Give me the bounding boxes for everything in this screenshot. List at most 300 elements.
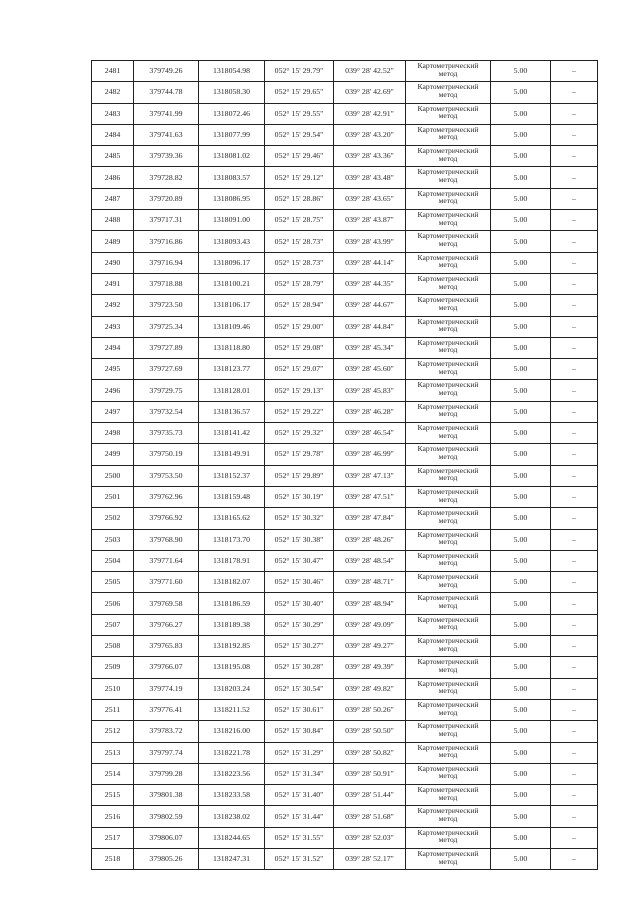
point-number-cell: 2487 bbox=[92, 188, 134, 209]
table-row bbox=[92, 486, 598, 507]
point-number-cell: 2495 bbox=[92, 359, 134, 380]
accuracy-cell: 5.00 bbox=[491, 295, 551, 316]
note-cell: – bbox=[551, 848, 598, 869]
y-coordinate-cell: 1318247.31 bbox=[199, 848, 265, 869]
table-row bbox=[92, 593, 598, 614]
note-cell: – bbox=[551, 678, 598, 699]
point-number-cell: 2492 bbox=[92, 295, 134, 316]
note-cell: – bbox=[551, 529, 598, 550]
method-cell: Картометрический метод bbox=[406, 614, 491, 635]
x-coordinate-cell: 379717.31 bbox=[134, 210, 199, 231]
latitude-cell: 052° 15' 29.22" bbox=[265, 401, 334, 422]
x-coordinate-cell: 379753.50 bbox=[134, 465, 199, 486]
method-cell: Картометрический метод bbox=[406, 146, 491, 167]
note-cell: – bbox=[551, 82, 598, 103]
method-cell: Картометрический метод bbox=[406, 337, 491, 358]
method-cell: Картометрический метод bbox=[406, 316, 491, 337]
y-coordinate-cell: 1318077.99 bbox=[199, 124, 265, 145]
method-cell: Картометрический метод bbox=[406, 401, 491, 422]
x-coordinate-cell: 379765.83 bbox=[134, 636, 199, 657]
x-coordinate-cell: 379741.99 bbox=[134, 103, 199, 124]
y-coordinate-cell: 1318244.65 bbox=[199, 827, 265, 848]
longitude-cell: 039° 28' 49.09" bbox=[334, 614, 406, 635]
y-coordinate-cell: 1318141.42 bbox=[199, 423, 265, 444]
y-coordinate-cell: 1318109.46 bbox=[199, 316, 265, 337]
point-number-cell: 2499 bbox=[92, 444, 134, 465]
method-cell: Картометрический метод bbox=[406, 359, 491, 380]
table-row bbox=[92, 572, 598, 593]
note-cell: – bbox=[551, 763, 598, 784]
x-coordinate-cell: 379766.07 bbox=[134, 657, 199, 678]
table-row bbox=[92, 550, 598, 571]
table-row bbox=[92, 146, 598, 167]
y-coordinate-cell: 1318203.24 bbox=[199, 678, 265, 699]
y-coordinate-cell: 1318118.80 bbox=[199, 337, 265, 358]
note-cell: – bbox=[551, 103, 598, 124]
latitude-cell: 052° 15' 29.89" bbox=[265, 465, 334, 486]
longitude-cell: 039° 28' 49.82" bbox=[334, 678, 406, 699]
method-cell: Картометрический метод bbox=[406, 380, 491, 401]
longitude-cell: 039° 28' 46.54" bbox=[334, 423, 406, 444]
y-coordinate-cell: 1318091.00 bbox=[199, 210, 265, 231]
latitude-cell: 052° 15' 28.75" bbox=[265, 210, 334, 231]
latitude-cell: 052° 15' 30.32" bbox=[265, 508, 334, 529]
x-coordinate-cell: 379766.92 bbox=[134, 508, 199, 529]
latitude-cell: 052° 15' 31.44" bbox=[265, 806, 334, 827]
latitude-cell: 052° 15' 30.84" bbox=[265, 721, 334, 742]
latitude-cell: 052° 15' 29.08" bbox=[265, 337, 334, 358]
note-cell: – bbox=[551, 188, 598, 209]
longitude-cell: 039° 28' 50.50" bbox=[334, 721, 406, 742]
method-cell: Картометрический метод bbox=[406, 678, 491, 699]
longitude-cell: 039° 28' 45.83" bbox=[334, 380, 406, 401]
accuracy-cell: 5.00 bbox=[491, 486, 551, 507]
x-coordinate-cell: 379729.75 bbox=[134, 380, 199, 401]
longitude-cell: 039° 28' 46.28" bbox=[334, 401, 406, 422]
accuracy-cell: 5.00 bbox=[491, 359, 551, 380]
y-coordinate-cell: 1318165.62 bbox=[199, 508, 265, 529]
method-cell: Картометрический метод bbox=[406, 231, 491, 252]
method-cell: Картометрический метод bbox=[406, 721, 491, 742]
note-cell: – bbox=[551, 806, 598, 827]
point-number-cell: 2516 bbox=[92, 806, 134, 827]
x-coordinate-cell: 379720.89 bbox=[134, 188, 199, 209]
longitude-cell: 039° 28' 44.67" bbox=[334, 295, 406, 316]
latitude-cell: 052° 15' 29.13" bbox=[265, 380, 334, 401]
latitude-cell: 052° 15' 30.54" bbox=[265, 678, 334, 699]
table-row bbox=[92, 61, 598, 82]
note-cell: – bbox=[551, 550, 598, 571]
accuracy-cell: 5.00 bbox=[491, 188, 551, 209]
method-cell: Картометрический метод bbox=[406, 486, 491, 507]
method-cell: Картометрический метод bbox=[406, 103, 491, 124]
x-coordinate-cell: 379735.73 bbox=[134, 423, 199, 444]
accuracy-cell: 5.00 bbox=[491, 61, 551, 82]
table-row bbox=[92, 188, 598, 209]
note-cell: – bbox=[551, 444, 598, 465]
method-cell: Картометрический метод bbox=[406, 444, 491, 465]
accuracy-cell: 5.00 bbox=[491, 550, 551, 571]
longitude-cell: 039° 28' 43.20" bbox=[334, 124, 406, 145]
longitude-cell: 039° 28' 48.71" bbox=[334, 572, 406, 593]
note-cell: – bbox=[551, 231, 598, 252]
accuracy-cell: 5.00 bbox=[491, 763, 551, 784]
point-number-cell: 2507 bbox=[92, 614, 134, 635]
longitude-cell: 039° 28' 47.51" bbox=[334, 486, 406, 507]
note-cell: – bbox=[551, 827, 598, 848]
note-cell: – bbox=[551, 167, 598, 188]
point-number-cell: 2486 bbox=[92, 167, 134, 188]
y-coordinate-cell: 1318058.30 bbox=[199, 82, 265, 103]
longitude-cell: 039° 28' 43.48" bbox=[334, 167, 406, 188]
y-coordinate-cell: 1318149.91 bbox=[199, 444, 265, 465]
note-cell: – bbox=[551, 210, 598, 231]
latitude-cell: 052° 15' 29.12" bbox=[265, 167, 334, 188]
note-cell: – bbox=[551, 614, 598, 635]
accuracy-cell: 5.00 bbox=[491, 146, 551, 167]
y-coordinate-cell: 1318128.01 bbox=[199, 380, 265, 401]
table-row bbox=[92, 444, 598, 465]
y-coordinate-cell: 1318083.57 bbox=[199, 167, 265, 188]
y-coordinate-cell: 1318221.78 bbox=[199, 742, 265, 763]
table-row bbox=[92, 785, 598, 806]
accuracy-cell: 5.00 bbox=[491, 273, 551, 294]
method-cell: Картометрический метод bbox=[406, 508, 491, 529]
y-coordinate-cell: 1318093.43 bbox=[199, 231, 265, 252]
point-number-cell: 2504 bbox=[92, 550, 134, 571]
y-coordinate-cell: 1318178.91 bbox=[199, 550, 265, 571]
y-coordinate-cell: 1318195.08 bbox=[199, 657, 265, 678]
coordinates-table bbox=[91, 60, 598, 870]
y-coordinate-cell: 1318238.02 bbox=[199, 806, 265, 827]
latitude-cell: 052° 15' 31.40" bbox=[265, 785, 334, 806]
longitude-cell: 039° 28' 50.26" bbox=[334, 699, 406, 720]
method-cell: Картометрический метод bbox=[406, 188, 491, 209]
note-cell: – bbox=[551, 252, 598, 273]
accuracy-cell: 5.00 bbox=[491, 465, 551, 486]
method-cell: Картометрический метод bbox=[406, 167, 491, 188]
point-number-cell: 2493 bbox=[92, 316, 134, 337]
accuracy-cell: 5.00 bbox=[491, 337, 551, 358]
method-cell: Картометрический метод bbox=[406, 657, 491, 678]
accuracy-cell: 5.00 bbox=[491, 252, 551, 273]
point-number-cell: 2508 bbox=[92, 636, 134, 657]
note-cell: – bbox=[551, 742, 598, 763]
latitude-cell: 052° 15' 28.73" bbox=[265, 231, 334, 252]
method-cell: Картометрический метод bbox=[406, 465, 491, 486]
note-cell: – bbox=[551, 359, 598, 380]
table-row bbox=[92, 82, 598, 103]
point-number-cell: 2496 bbox=[92, 380, 134, 401]
accuracy-cell: 5.00 bbox=[491, 82, 551, 103]
longitude-cell: 039° 28' 42.52" bbox=[334, 61, 406, 82]
x-coordinate-cell: 379771.64 bbox=[134, 550, 199, 571]
note-cell: – bbox=[551, 337, 598, 358]
longitude-cell: 039° 28' 48.54" bbox=[334, 550, 406, 571]
method-cell: Картометрический метод bbox=[406, 742, 491, 763]
latitude-cell: 052° 15' 28.79" bbox=[265, 273, 334, 294]
point-number-cell: 2518 bbox=[92, 848, 134, 869]
y-coordinate-cell: 1318152.37 bbox=[199, 465, 265, 486]
accuracy-cell: 5.00 bbox=[491, 167, 551, 188]
y-coordinate-cell: 1318189.38 bbox=[199, 614, 265, 635]
method-cell: Картометрический метод bbox=[406, 124, 491, 145]
method-cell: Картометрический метод bbox=[406, 295, 491, 316]
point-number-cell: 2501 bbox=[92, 486, 134, 507]
point-number-cell: 2517 bbox=[92, 827, 134, 848]
x-coordinate-cell: 379749.26 bbox=[134, 61, 199, 82]
table-row bbox=[92, 380, 598, 401]
accuracy-cell: 5.00 bbox=[491, 423, 551, 444]
point-number-cell: 2500 bbox=[92, 465, 134, 486]
method-cell: Картометрический метод bbox=[406, 550, 491, 571]
point-number-cell: 2497 bbox=[92, 401, 134, 422]
table-row bbox=[92, 316, 598, 337]
point-number-cell: 2488 bbox=[92, 210, 134, 231]
x-coordinate-cell: 379727.69 bbox=[134, 359, 199, 380]
accuracy-cell: 5.00 bbox=[491, 103, 551, 124]
latitude-cell: 052° 15' 29.65" bbox=[265, 82, 334, 103]
accuracy-cell: 5.00 bbox=[491, 827, 551, 848]
table-row bbox=[92, 699, 598, 720]
longitude-cell: 039° 28' 44.84" bbox=[334, 316, 406, 337]
latitude-cell: 052° 15' 29.32" bbox=[265, 423, 334, 444]
method-cell: Картометрический метод bbox=[406, 572, 491, 593]
x-coordinate-cell: 379732.54 bbox=[134, 401, 199, 422]
table-row bbox=[92, 508, 598, 529]
y-coordinate-cell: 1318223.56 bbox=[199, 763, 265, 784]
longitude-cell: 039° 28' 43.87" bbox=[334, 210, 406, 231]
accuracy-cell: 5.00 bbox=[491, 401, 551, 422]
accuracy-cell: 5.00 bbox=[491, 380, 551, 401]
longitude-cell: 039° 28' 51.44" bbox=[334, 785, 406, 806]
latitude-cell: 052° 15' 29.78" bbox=[265, 444, 334, 465]
table-row bbox=[92, 848, 598, 869]
y-coordinate-cell: 1318054.98 bbox=[199, 61, 265, 82]
table-row bbox=[92, 763, 598, 784]
accuracy-cell: 5.00 bbox=[491, 806, 551, 827]
y-coordinate-cell: 1318081.02 bbox=[199, 146, 265, 167]
accuracy-cell: 5.00 bbox=[491, 572, 551, 593]
latitude-cell: 052° 15' 30.27" bbox=[265, 636, 334, 657]
table-row bbox=[92, 252, 598, 273]
longitude-cell: 039° 28' 49.39" bbox=[334, 657, 406, 678]
accuracy-cell: 5.00 bbox=[491, 742, 551, 763]
table-row bbox=[92, 231, 598, 252]
point-number-cell: 2515 bbox=[92, 785, 134, 806]
latitude-cell: 052° 15' 30.40" bbox=[265, 593, 334, 614]
longitude-cell: 039° 28' 42.69" bbox=[334, 82, 406, 103]
accuracy-cell: 5.00 bbox=[491, 678, 551, 699]
point-number-cell: 2485 bbox=[92, 146, 134, 167]
table-row bbox=[92, 103, 598, 124]
note-cell: – bbox=[551, 465, 598, 486]
note-cell: – bbox=[551, 61, 598, 82]
method-cell: Картометрический метод bbox=[406, 273, 491, 294]
longitude-cell: 039° 28' 43.99" bbox=[334, 231, 406, 252]
accuracy-cell: 5.00 bbox=[491, 593, 551, 614]
latitude-cell: 052° 15' 30.19" bbox=[265, 486, 334, 507]
y-coordinate-cell: 1318182.07 bbox=[199, 572, 265, 593]
x-coordinate-cell: 379718.88 bbox=[134, 273, 199, 294]
x-coordinate-cell: 379739.36 bbox=[134, 146, 199, 167]
table-row bbox=[92, 614, 598, 635]
longitude-cell: 039° 28' 42.91" bbox=[334, 103, 406, 124]
longitude-cell: 039° 28' 50.82" bbox=[334, 742, 406, 763]
x-coordinate-cell: 379797.74 bbox=[134, 742, 199, 763]
longitude-cell: 039° 28' 49.27" bbox=[334, 636, 406, 657]
y-coordinate-cell: 1318100.21 bbox=[199, 273, 265, 294]
note-cell: – bbox=[551, 146, 598, 167]
y-coordinate-cell: 1318186.59 bbox=[199, 593, 265, 614]
latitude-cell: 052° 15' 28.94" bbox=[265, 295, 334, 316]
point-number-cell: 2483 bbox=[92, 103, 134, 124]
x-coordinate-cell: 379766.27 bbox=[134, 614, 199, 635]
longitude-cell: 039° 28' 52.03" bbox=[334, 827, 406, 848]
note-cell: – bbox=[551, 699, 598, 720]
y-coordinate-cell: 1318136.57 bbox=[199, 401, 265, 422]
x-coordinate-cell: 379762.96 bbox=[134, 486, 199, 507]
point-number-cell: 2509 bbox=[92, 657, 134, 678]
note-cell: – bbox=[551, 316, 598, 337]
table-row bbox=[92, 359, 598, 380]
accuracy-cell: 5.00 bbox=[491, 124, 551, 145]
longitude-cell: 039° 28' 51.68" bbox=[334, 806, 406, 827]
table-row bbox=[92, 742, 598, 763]
method-cell: Картометрический метод bbox=[406, 252, 491, 273]
longitude-cell: 039° 28' 45.34" bbox=[334, 337, 406, 358]
table-row bbox=[92, 401, 598, 422]
point-number-cell: 2482 bbox=[92, 82, 134, 103]
longitude-cell: 039° 28' 50.91" bbox=[334, 763, 406, 784]
latitude-cell: 052° 15' 31.34" bbox=[265, 763, 334, 784]
point-number-cell: 2491 bbox=[92, 273, 134, 294]
y-coordinate-cell: 1318216.00 bbox=[199, 721, 265, 742]
x-coordinate-cell: 379769.58 bbox=[134, 593, 199, 614]
accuracy-cell: 5.00 bbox=[491, 529, 551, 550]
y-coordinate-cell: 1318072.46 bbox=[199, 103, 265, 124]
x-coordinate-cell: 379776.41 bbox=[134, 699, 199, 720]
x-coordinate-cell: 379774.19 bbox=[134, 678, 199, 699]
x-coordinate-cell: 379750.19 bbox=[134, 444, 199, 465]
table-row bbox=[92, 273, 598, 294]
x-coordinate-cell: 379768.90 bbox=[134, 529, 199, 550]
method-cell: Картометрический метод bbox=[406, 529, 491, 550]
y-coordinate-cell: 1318123.77 bbox=[199, 359, 265, 380]
x-coordinate-cell: 379799.28 bbox=[134, 763, 199, 784]
note-cell: – bbox=[551, 423, 598, 444]
y-coordinate-cell: 1318192.85 bbox=[199, 636, 265, 657]
longitude-cell: 039° 28' 43.36" bbox=[334, 146, 406, 167]
note-cell: – bbox=[551, 508, 598, 529]
latitude-cell: 052° 15' 30.28" bbox=[265, 657, 334, 678]
latitude-cell: 052° 15' 29.79" bbox=[265, 61, 334, 82]
longitude-cell: 039° 28' 45.60" bbox=[334, 359, 406, 380]
table-row bbox=[92, 636, 598, 657]
note-cell: – bbox=[551, 124, 598, 145]
note-cell: – bbox=[551, 636, 598, 657]
accuracy-cell: 5.00 bbox=[491, 614, 551, 635]
y-coordinate-cell: 1318211.52 bbox=[199, 699, 265, 720]
method-cell: Картометрический метод bbox=[406, 636, 491, 657]
note-cell: – bbox=[551, 572, 598, 593]
method-cell: Картометрический метод bbox=[406, 848, 491, 869]
accuracy-cell: 5.00 bbox=[491, 231, 551, 252]
x-coordinate-cell: 379744.78 bbox=[134, 82, 199, 103]
accuracy-cell: 5.00 bbox=[491, 210, 551, 231]
point-number-cell: 2498 bbox=[92, 423, 134, 444]
note-cell: – bbox=[551, 657, 598, 678]
point-number-cell: 2514 bbox=[92, 763, 134, 784]
accuracy-cell: 5.00 bbox=[491, 508, 551, 529]
coordinates-table-body bbox=[92, 61, 598, 870]
table-row bbox=[92, 337, 598, 358]
longitude-cell: 039° 28' 46.99" bbox=[334, 444, 406, 465]
x-coordinate-cell: 379716.86 bbox=[134, 231, 199, 252]
longitude-cell: 039° 28' 47.13" bbox=[334, 465, 406, 486]
method-cell: Картометрический метод bbox=[406, 699, 491, 720]
longitude-cell: 039° 28' 44.35" bbox=[334, 273, 406, 294]
method-cell: Картометрический метод bbox=[406, 827, 491, 848]
x-coordinate-cell: 379716.94 bbox=[134, 252, 199, 273]
table-row bbox=[92, 465, 598, 486]
longitude-cell: 039° 28' 44.14" bbox=[334, 252, 406, 273]
x-coordinate-cell: 379771.60 bbox=[134, 572, 199, 593]
latitude-cell: 052° 15' 30.46" bbox=[265, 572, 334, 593]
accuracy-cell: 5.00 bbox=[491, 444, 551, 465]
table-row bbox=[92, 827, 598, 848]
x-coordinate-cell: 379805.26 bbox=[134, 848, 199, 869]
point-number-cell: 2490 bbox=[92, 252, 134, 273]
point-number-cell: 2481 bbox=[92, 61, 134, 82]
table-row bbox=[92, 721, 598, 742]
longitude-cell: 039° 28' 43.65" bbox=[334, 188, 406, 209]
point-number-cell: 2505 bbox=[92, 572, 134, 593]
latitude-cell: 052° 15' 30.38" bbox=[265, 529, 334, 550]
y-coordinate-cell: 1318159.48 bbox=[199, 486, 265, 507]
accuracy-cell: 5.00 bbox=[491, 721, 551, 742]
y-coordinate-cell: 1318173.70 bbox=[199, 529, 265, 550]
latitude-cell: 052° 15' 29.55" bbox=[265, 103, 334, 124]
table-row bbox=[92, 124, 598, 145]
latitude-cell: 052° 15' 29.00" bbox=[265, 316, 334, 337]
latitude-cell: 052° 15' 31.29" bbox=[265, 742, 334, 763]
y-coordinate-cell: 1318096.17 bbox=[199, 252, 265, 273]
table-row bbox=[92, 295, 598, 316]
point-number-cell: 2513 bbox=[92, 742, 134, 763]
point-number-cell: 2510 bbox=[92, 678, 134, 699]
x-coordinate-cell: 379801.38 bbox=[134, 785, 199, 806]
table-row bbox=[92, 167, 598, 188]
point-number-cell: 2511 bbox=[92, 699, 134, 720]
table-row bbox=[92, 678, 598, 699]
accuracy-cell: 5.00 bbox=[491, 848, 551, 869]
longitude-cell: 039° 28' 48.94" bbox=[334, 593, 406, 614]
accuracy-cell: 5.00 bbox=[491, 316, 551, 337]
latitude-cell: 052° 15' 29.54" bbox=[265, 124, 334, 145]
method-cell: Картометрический метод bbox=[406, 593, 491, 614]
note-cell: – bbox=[551, 273, 598, 294]
y-coordinate-cell: 1318233.58 bbox=[199, 785, 265, 806]
x-coordinate-cell: 379806.07 bbox=[134, 827, 199, 848]
longitude-cell: 039° 28' 52.17" bbox=[334, 848, 406, 869]
latitude-cell: 052° 15' 31.55" bbox=[265, 827, 334, 848]
point-number-cell: 2503 bbox=[92, 529, 134, 550]
y-coordinate-cell: 1318086.95 bbox=[199, 188, 265, 209]
method-cell: Картометрический метод bbox=[406, 423, 491, 444]
latitude-cell: 052° 15' 31.52" bbox=[265, 848, 334, 869]
latitude-cell: 052° 15' 30.61" bbox=[265, 699, 334, 720]
